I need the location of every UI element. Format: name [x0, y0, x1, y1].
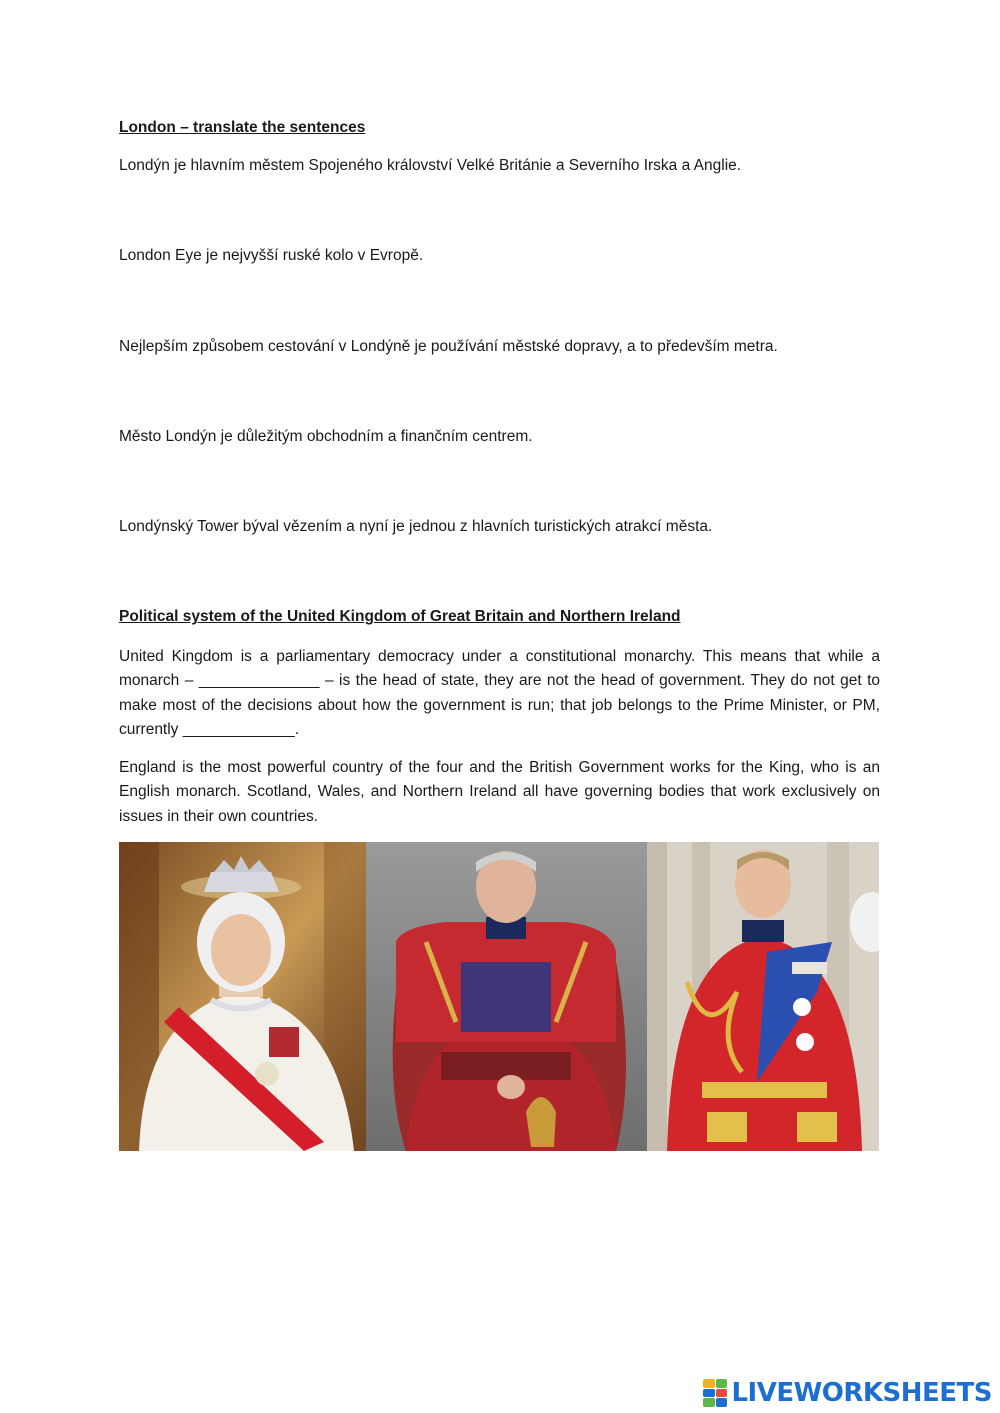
sentence-2: London Eye je nejvyšší ruské kolo v Evropě. — [119, 247, 424, 264]
section-heading-political-system: Political system of the United Kingdom of Great Britain and Northern Ireland — [119, 608, 681, 625]
paragraph-england: England is the most powerful country of the four and the British Government works for the King, who is an English monarch. Scotland, Wales, and Northern Ireland all have governing bodies that work exclusively on issues in their own countries. — [119, 759, 880, 825]
liveworksheets-logo-icon — [703, 1379, 727, 1407]
liveworksheets-logo-text: LIVEWORKSHEETS — [731, 1378, 992, 1408]
paragraph-monarchy: United Kingdom is a parliamentary democracy under a constitutional monarchy. This means that while a monarch – ______________ – is the head of state, they are not the head of government. They do not get to make most of the decisions about how the government is run; that job belongs to the Prime Minister, or PM, currently _____________. — [119, 648, 880, 738]
sentence-1: Londýn je hlavním městem Spojeného království Velké Británie a Severního Irska a Anglie. — [119, 157, 742, 174]
king-charles-portrait-image — [366, 842, 647, 1151]
sentence-4: Město Londýn je důležitým obchodním a finančním centrem. — [119, 428, 533, 445]
royal-family-photo-strip — [119, 842, 879, 1151]
section-heading-london: London – translate the sentences — [119, 119, 366, 136]
queen-portrait-image — [119, 842, 366, 1151]
liveworksheets-logo — [703, 1376, 992, 1410]
sentence-3: Nejlepším způsobem cestování v Londýně je používání městské dopravy, a to především metra. — [119, 338, 778, 355]
prince-william-portrait-image — [647, 842, 879, 1151]
sentence-5: Londýnský Tower býval vězením a nyní je jednou z hlavních turistických atrakcí města. — [119, 518, 713, 535]
